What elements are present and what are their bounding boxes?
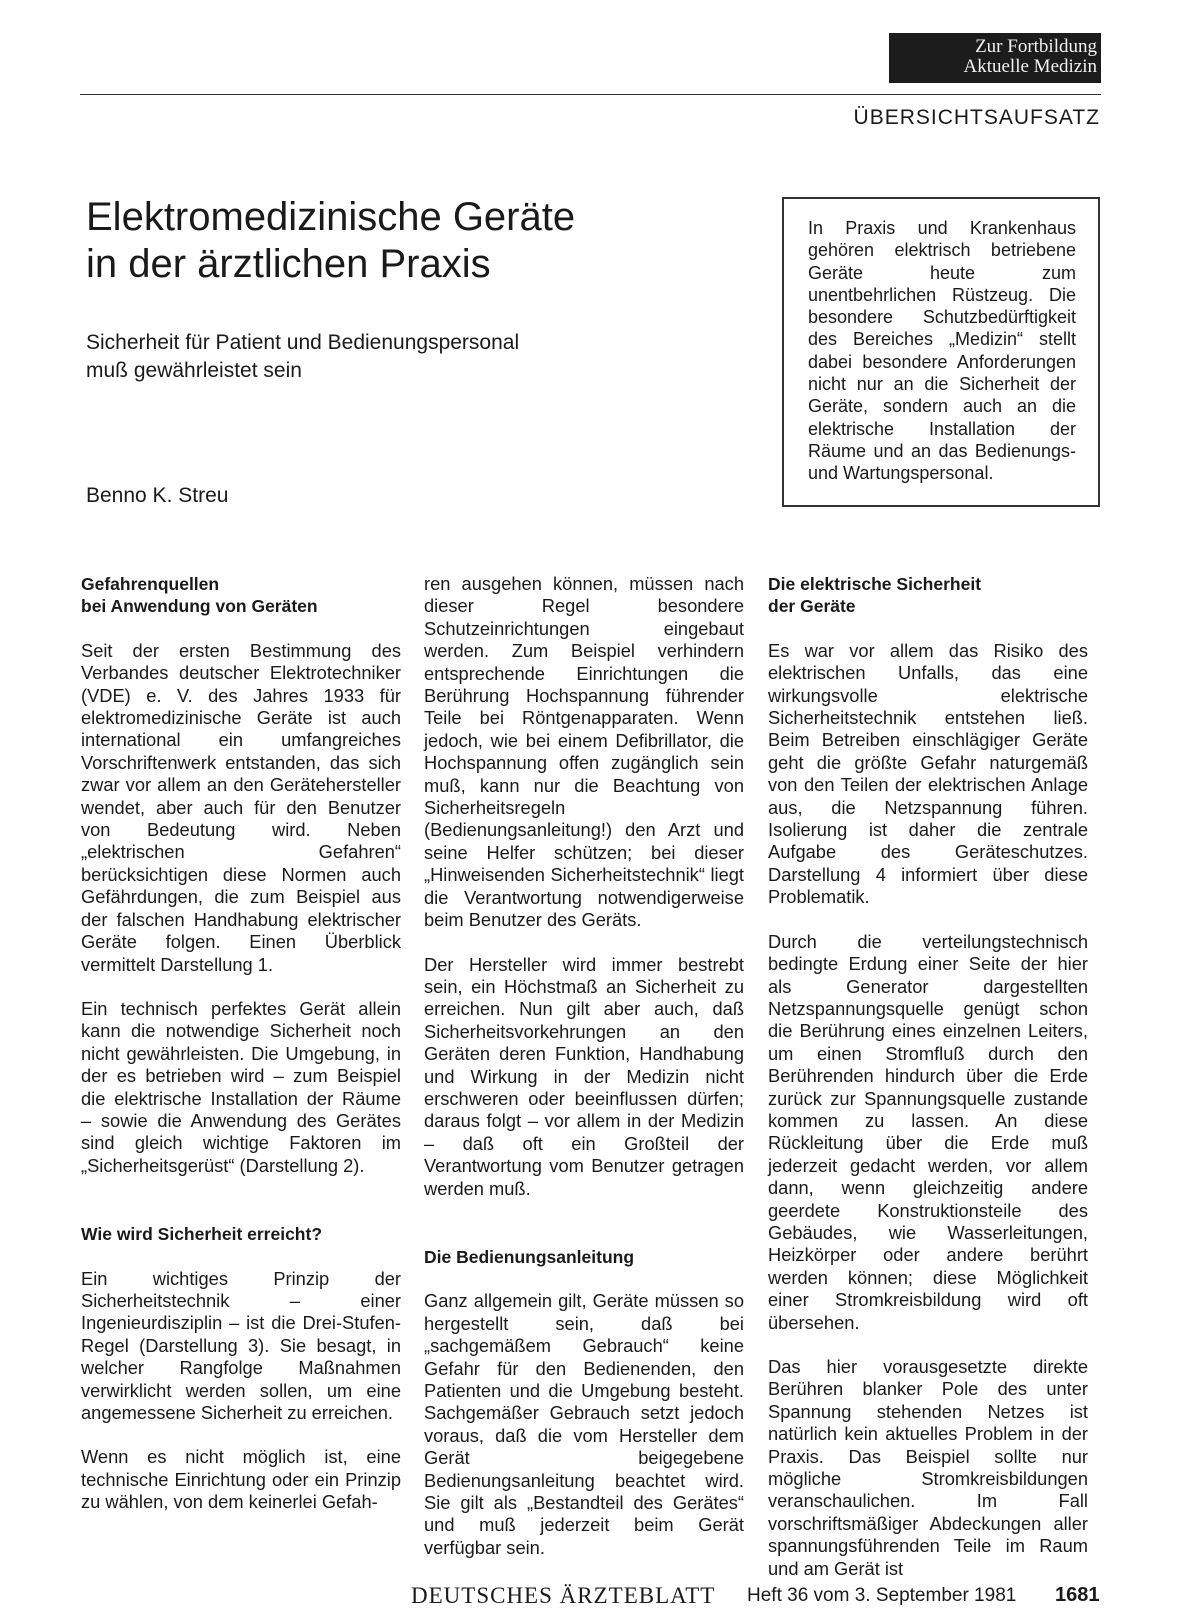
heading-line-2: bei Anwendung von Geräten [81,596,318,617]
paragraph: Es war vor allem das Risiko des elektrischen Unfalls, das eine wirkungsvolle elektrische Sicherheitstechnik entstehen ließ. Beim Betreiben einschlägiger Geräte geht die größte Gefahr naturgemäß von den Teilen der elektrischen Anlage aus, die Netzspannung führen. Isolierung ist daher die zentrale Aufgabe des Geräteschutzes. Darstellung 4 informiert über diese Problematik. [768,639,1088,908]
paragraph: Ganz allgemein gilt, Geräte müssen so hergestellt sein, daß bei „sachgemäßem Gebrauch“ keine Gefahr für den Bedienenden, den Patienten und die Umgebung besteht. Sachgemäßer Gebrauch setzt jedoch voraus, daß die vom Hersteller dem Gerät beigegebene Bedienungsanleitung beachtet wird. Sie gilt als „Bestandteil des Gerätes“ und muß jederzeit beim Gerät verfügbar sein. [424,1290,744,1558]
heading-elektrische-sicherheit [768,573,1088,618]
paragraph: ren ausgehen können, müssen nach dieser Regel besondere Schutzeinrichtungen eingebaut werden. Zum Beispiel verhindern entsprechende Einrichtungen die Berührung Hochspannung führender Teile bei Röntgenapparaten. Wenn jedoch, wie bei einem Defibrillator, die Hochspannung offen zugänglich sein muß, kann nur die Beachtung von Sicherheitsregeln (Bedienungsanleitung!) den Arzt und seine Helfer schützen; bei dieser „Hinweisenden Sicherheitstechnik“ liegt die Verantwortung notwendigerweise beim Benutzer des Geräts. [424,573,744,931]
badge-line-2: Aktuelle Medizin [963,56,1097,77]
article-subtitle [86,329,519,385]
category-badge [889,33,1101,83]
heading-gefahrenquellen [81,573,401,618]
heading-sicherheit-erreicht: Wie wird Sicherheit erreicht? [81,1224,323,1245]
header-rule [80,94,1101,95]
abstract-text: In Praxis und Krankenhaus gehören elektrisch betriebene Geräte heute zum unentbehrlichen Rüstzeug. Die besondere Schutzbedürftigkeit des Bereiches „Medizin“ stellt dabei besondere Anforderungen nicht nur an die Sicherheit der Geräte, sondern auch an die elektrische Installation der Räume und an das Bedienungs- und Wartungspersonal. [808,218,1076,484]
heading-line-2: der Geräte [768,596,856,617]
paragraph: Ein wichtiges Prinzip der Sicherheitstechnik – einer Ingenieurdisziplin – ist die Drei-Stufen-Regel (Darstellung 3). Sie besagt, in welcher Rangfolge Maßnahmen verwirklicht werden sollen, um eine angemessene Sicherheit zu erreichen. [81,1267,401,1423]
text-column-1 [81,573,401,1514]
text-column-2 [424,573,744,1559]
section-label: ÜBERSICHTSAUFSATZ [853,106,1100,129]
paragraph: Durch die verteilungstechnisch bedingte Erdung einer Seite der hier als Generator dargestellten Netzspannungsquelle genügt schon die Berührung eines einzelnen Leiters, um einen Stromfluß durch den Berührenden hindurch über die Erde zurück zur Spannungsquelle zustande kommen zu lassen. An diese Rückleitung über die Erde muß jederzeit gedacht werden, vor allem dann, wenn gleichzeitig andere geerdete Konstruktionsteile des Gebäudes, wie Wasserleitungen, Heizkörper oder andere berührt werden können; diese Möglichkeit einer Stromkreisbildung wird oft übersehen. [768,930,1088,1333]
title-line-2: in der ärztlichen Praxis [86,242,491,286]
badge-line-1: Zur Fortbildung [975,36,1097,57]
heading-line-1: Gefahrenquellen [81,574,220,594]
paragraph: Seit der ersten Bestimmung des Verbandes deutscher Elektrotechniker (VDE) e. V. des Jahres 1933 für elektromedizinische Geräte ist auch international ein umfangreiches Vorschriftenwerk entstanden, das sich zwar vor allem an den Gerätehersteller wendet, aber auch für den Benutzer von Bedeutung wird. Neben „elektrischen Gefahren“ berücksichtigen diese Normen auch Gefährdungen, die zum Beispiel aus der falschen Handhabung elektrischer Geräte folgen. Einen Überblick vermittelt Darstellung 1. [81,639,401,975]
subtitle-line-1: Sicherheit für Patient und Bedienungspersonal [86,331,520,354]
subtitle-line-2: muß gewährleistet sein [86,359,302,382]
author-name: Benno K. Streu [86,484,229,507]
journal-name: DEUTSCHES ÄRZTEBLATT [411,1583,716,1608]
title-line-1: Elektromedizinische Geräte [86,195,576,239]
issue-info: Heft 36 vom 3. September 1981 [747,1585,1017,1606]
text-column-3 [768,573,1088,1580]
heading-bedienungsanleitung: Die Bedienungsanleitung [424,1246,635,1267]
paragraph: Wenn es nicht möglich ist, eine technische Einrichtung oder ein Prinzip zu wählen, von dem keinerlei Gefah- [81,1446,401,1513]
paragraph: Das hier vorausgesetzte direkte Berühren blanker Pole des unter Spannung stehenden Netzes ist natürlich kein aktuelles Problem in der Praxis. Das Beispiel sollte nur mögliche Stromkreisbildungen veranschaulichen. Im Fall vorschriftsmäßiger Abdeckungen aller spannungsführenden Teile im Raum und am Gerät ist [768,1356,1088,1579]
heading-line-1: Die elektrische Sicherheit [768,574,982,594]
paragraph: Der Hersteller wird immer bestrebt sein, ein Höchstmaß an Sicherheit zu erreichen. Nun gilt aber auch, daß Sicherheitsvorkehrungen an den Geräten deren Funktion, Handhabung und Wirkung in der Medizin nicht erschweren oder beeinflussen dürfen; daraus folgt – vor allem in der Medizin – daß oft ein Großteil der Verantwortung vom Benutzer getragen werden muß. [424,953,744,1199]
page-number: 1681 [1055,1584,1100,1606]
article-title [86,194,575,288]
abstract-box [782,197,1100,507]
paragraph: Ein technisch perfektes Gerät allein kann die notwendige Sicherheit noch nicht gewährleisten. Die Umgebung, in der es betrieben wird – zum Beispiel die elektrische Installation der Räume – sowie die Anwendung des Gerätes sind gleich wichtige Faktoren im „Sicherheitsgerüst“ (Darstellung 2). [81,997,401,1176]
